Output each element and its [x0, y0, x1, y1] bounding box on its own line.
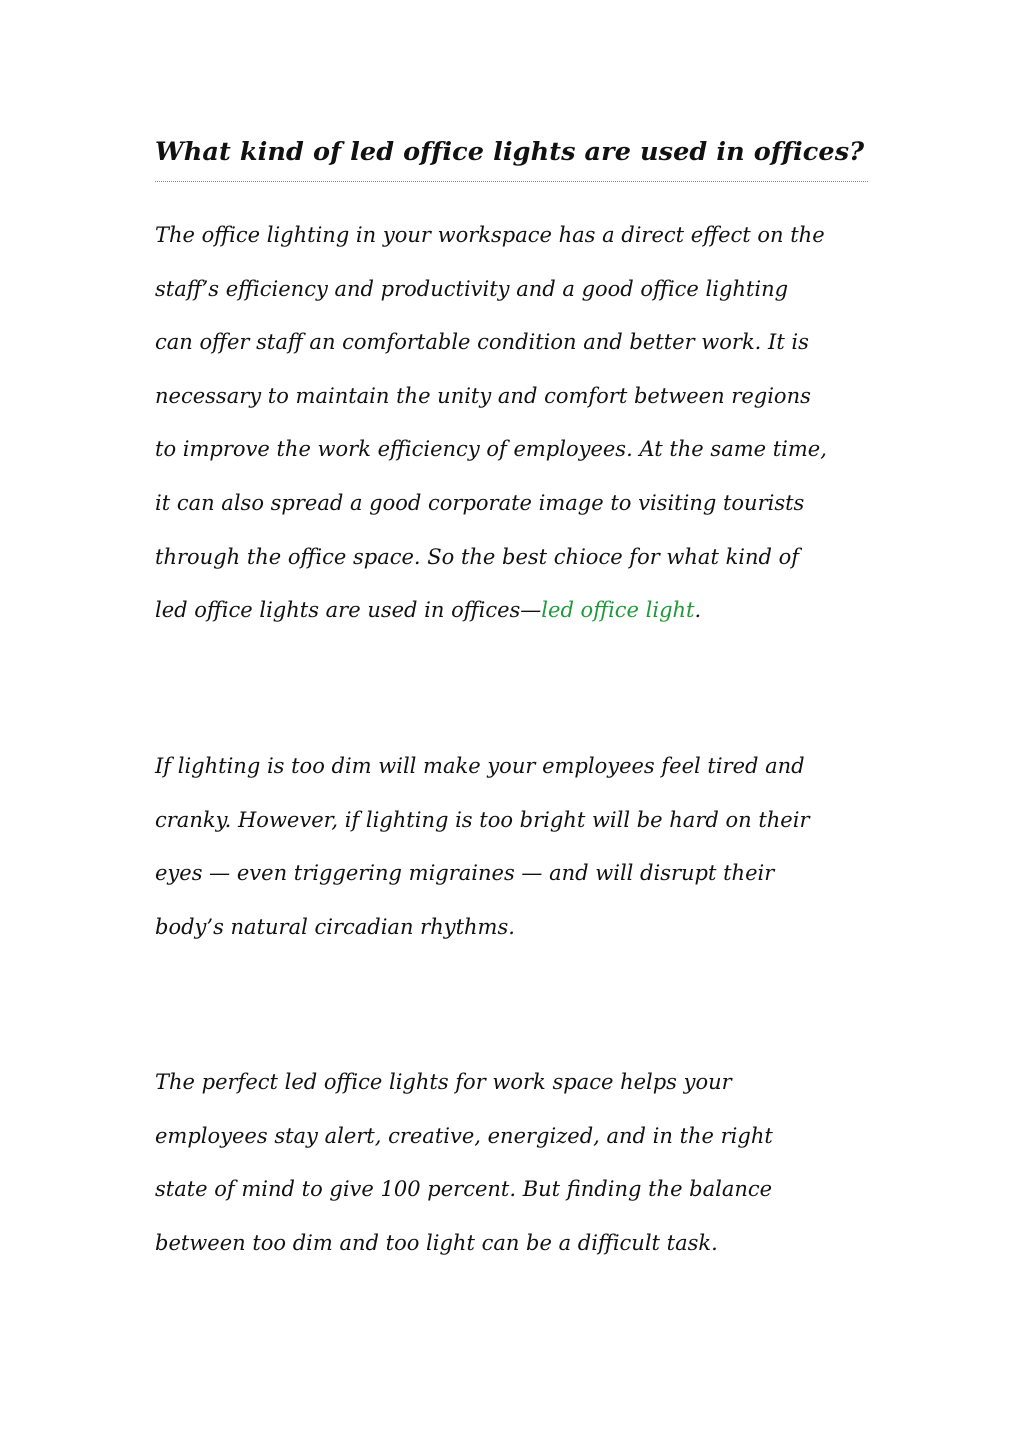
paragraph-line: The perfect led office lights for work space helps your [155, 1070, 732, 1094]
page-title: What kind of led office lights are used in offices? [155, 137, 865, 167]
line-prefix: led office lights are used in offices— [155, 598, 542, 623]
led-office-light-link[interactable]: led office light [541, 598, 695, 623]
paragraph-line: The office lighting in your workspace has a direct effect on the [155, 223, 825, 247]
paragraph-line: eyes — even triggering migraines — and will disrupt their [155, 861, 775, 886]
paragraph-line-with-link [155, 584, 885, 638]
paragraph-line: to improve the work efficiency of employees. At the same time, [155, 437, 827, 462]
paragraph-line: can offer staff an comfortable condition and better work. It is [155, 330, 809, 355]
paragraph-line: between too dim and too light can be a difficult task. [155, 1230, 718, 1255]
paragraph-line: cranky. However, if lighting is too bright will be hard on their [155, 807, 810, 832]
paragraph-line: body’s natural circadian rhythms. [155, 914, 515, 939]
paragraph-line: through the office space. So the best chioce for what kind of [155, 544, 800, 569]
paragraph-intro [155, 209, 885, 638]
paragraph-perfect-lights [155, 1056, 885, 1270]
line-suffix: . [694, 598, 702, 623]
paragraph-line: employees stay alert, creative, energized, and in the right [155, 1123, 773, 1148]
paragraph-line: If lighting is too dim will make your employees feel tired and [155, 754, 805, 778]
paragraph-line: it can also spread a good corporate image to visiting tourists [155, 490, 805, 515]
paragraph-line: necessary to maintain the unity and comfort between regions [155, 383, 811, 408]
paragraph-lighting-effects [155, 740, 885, 954]
paragraph-line: staff’s efficiency and productivity and a good office lighting [155, 276, 789, 301]
paragraph-line: state of mind to give 100 percent. But finding the balance [155, 1177, 773, 1202]
title-divider [155, 181, 868, 182]
